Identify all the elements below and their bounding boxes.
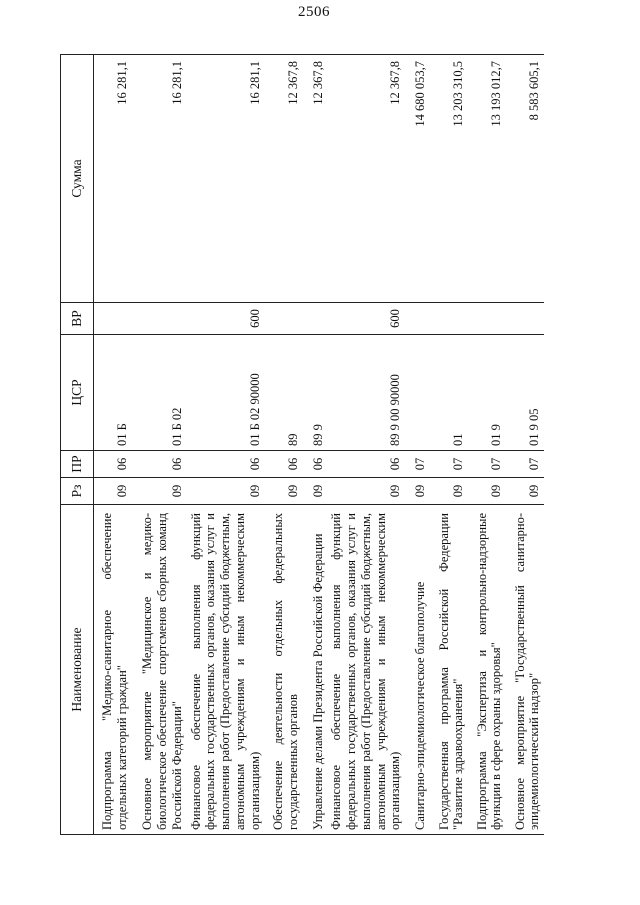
table-row xyxy=(94,55,132,835)
cell-vr: 600 xyxy=(187,303,265,335)
cell-name: Государственная программа Российской Федерации "Развитие здравоохранения" xyxy=(430,505,468,835)
table-row xyxy=(430,55,468,835)
header-name: Наименование xyxy=(61,505,94,835)
table-row xyxy=(132,55,187,835)
cell-sum: 13 193 012,7 xyxy=(468,55,506,303)
table-row xyxy=(468,55,506,835)
cell-rz: 09 xyxy=(506,478,544,505)
cell-sum: 12 367,8 xyxy=(327,55,405,303)
header-sum: Сумма xyxy=(61,55,94,303)
cell-name: Подпрограмма "Экспертиза и контрольно-надзорные функции в сфере охраны здоровья" xyxy=(468,505,506,835)
cell-pr: 06 xyxy=(327,451,405,478)
cell-pr: 07 xyxy=(468,451,506,478)
cell-name: Основное мероприятие "Медицинское и медико-биологическое обеспечение спортсменов сборных команд Российской Федерации" xyxy=(132,505,187,835)
cell-pr: 06 xyxy=(302,451,327,478)
cell-sum: 16 281,1 xyxy=(132,55,187,303)
cell-sum: 8 583 605,1 xyxy=(506,55,544,303)
cell-name: Основное мероприятие "Государственный санитарно-эпидемиологический надзор" xyxy=(506,505,544,835)
table-row xyxy=(327,55,405,835)
cell-rz: 09 xyxy=(94,478,132,505)
table-header-row xyxy=(61,55,94,835)
cell-pr: 07 xyxy=(430,451,468,478)
cell-sum: 12 367,8 xyxy=(302,55,327,303)
cell-name: Санитарно-эпидемиологическое благополучие xyxy=(405,505,430,835)
table-row xyxy=(302,55,327,835)
cell-rz: 09 xyxy=(468,478,506,505)
cell-vr xyxy=(94,303,132,335)
header-csr: ЦСР xyxy=(61,335,94,451)
cell-csr: 89 9 00 90000 xyxy=(327,335,405,451)
cell-csr: 01 9 05 xyxy=(506,335,544,451)
cell-csr: 01 Б xyxy=(94,335,132,451)
cell-sum: 16 281,1 xyxy=(187,55,265,303)
cell-rz: 09 xyxy=(132,478,187,505)
cell-sum: 12 367,8 xyxy=(264,55,302,303)
cell-vr: 600 xyxy=(327,303,405,335)
table-row xyxy=(187,55,265,835)
cell-name: Финансовое обеспечение выполнения функций федеральных государственных органов, оказания услуг и выполнения работ (Предоставление субсидий бюджетным, автономным учреждениям и иным некоммерческим организациям) xyxy=(327,505,405,835)
cell-pr: 06 xyxy=(264,451,302,478)
cell-vr xyxy=(264,303,302,335)
cell-sum: 13 203 310,5 xyxy=(430,55,468,303)
cell-vr xyxy=(132,303,187,335)
page-number: 2506 xyxy=(298,4,330,20)
cell-pr: 06 xyxy=(132,451,187,478)
cell-rz: 09 xyxy=(302,478,327,505)
cell-name: Управление делами Президента Российской Федерации xyxy=(302,505,327,835)
cell-csr: 01 Б 02 90000 xyxy=(187,335,265,451)
header-vr: ВР xyxy=(61,303,94,335)
cell-vr xyxy=(430,303,468,335)
cell-vr xyxy=(506,303,544,335)
cell-csr: 89 9 xyxy=(302,335,327,451)
cell-name: Финансовое обеспечение выполнения функций федеральных государственных органов, оказания услуг и выполнения работ (Предоставление субсидий бюджетным, автономным учреждениям и иным некоммерческим организациям) xyxy=(187,505,265,835)
cell-name: Обеспечение деятельности отдельных федеральных государственных органов xyxy=(264,505,302,835)
table-row xyxy=(264,55,302,835)
table-row xyxy=(506,55,544,835)
cell-vr xyxy=(302,303,327,335)
cell-rz: 09 xyxy=(264,478,302,505)
cell-pr: 07 xyxy=(405,451,430,478)
cell-vr xyxy=(468,303,506,335)
cell-name: Подпрограмма "Медико-санитарное обеспечение отдельных категорий граждан" xyxy=(94,505,132,835)
header-rz: Рз xyxy=(61,478,94,505)
cell-csr: 89 xyxy=(264,335,302,451)
cell-rz: 09 xyxy=(187,478,265,505)
cell-csr: 01 9 xyxy=(468,335,506,451)
budget-table xyxy=(60,54,544,835)
table-row xyxy=(405,55,430,835)
cell-csr: 01 xyxy=(430,335,468,451)
cell-sum: 16 281,1 xyxy=(94,55,132,303)
cell-rz: 09 xyxy=(405,478,430,505)
cell-pr: 06 xyxy=(94,451,132,478)
cell-pr: 06 xyxy=(187,451,265,478)
cell-vr xyxy=(405,303,430,335)
cell-csr: 01 Б 02 xyxy=(132,335,187,451)
cell-sum: 14 680 053,7 xyxy=(405,55,430,303)
cell-rz: 09 xyxy=(430,478,468,505)
cell-rz: 09 xyxy=(327,478,405,505)
header-pr: ПР xyxy=(61,451,94,478)
cell-pr: 07 xyxy=(506,451,544,478)
budget-table-rotated xyxy=(60,55,592,835)
cell-csr xyxy=(405,335,430,451)
